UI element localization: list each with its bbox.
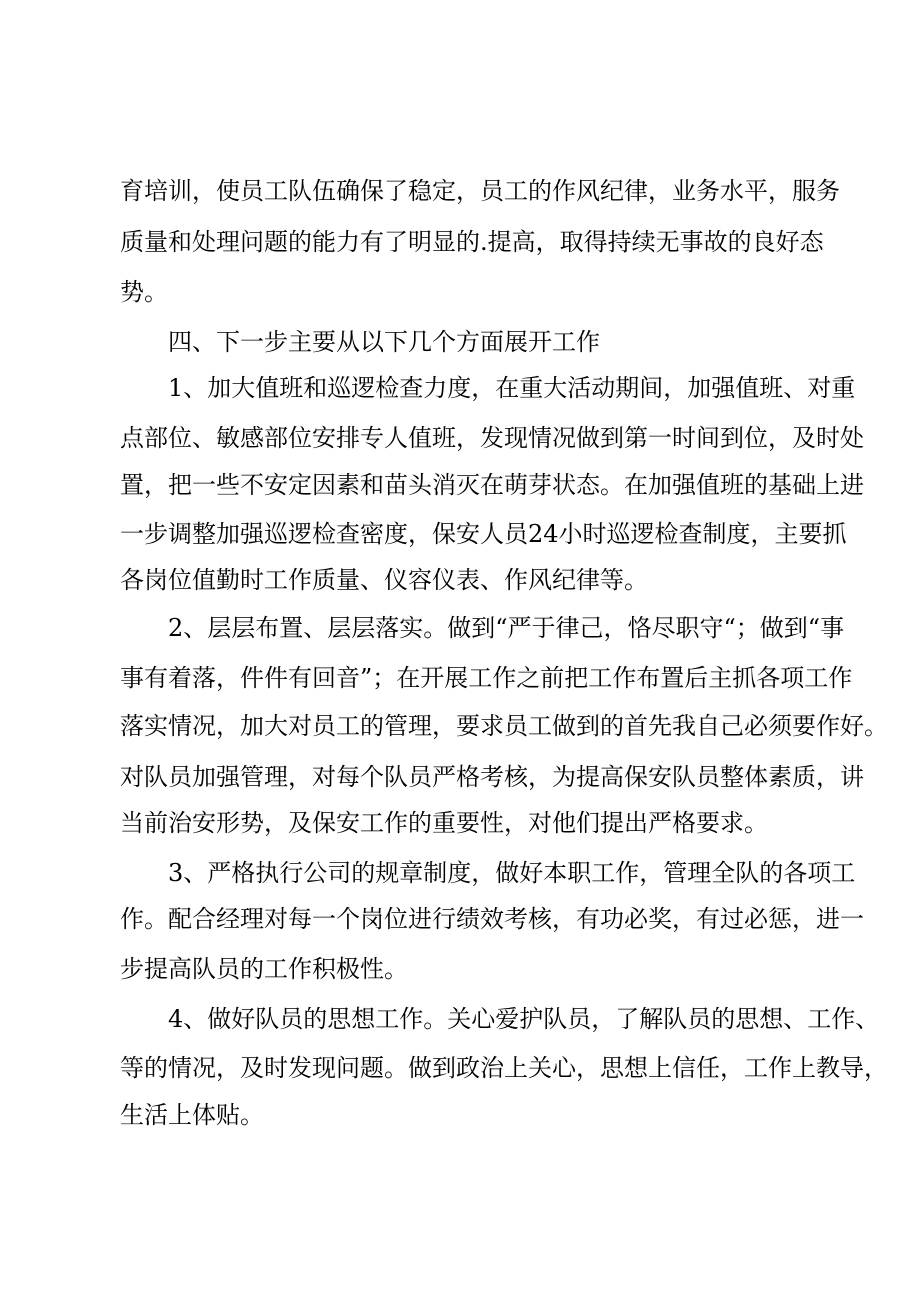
item-3-line-1: 3、严格执行公司的规章制度，做好本职工作，管理全队的各项工 bbox=[168, 859, 856, 887]
item-3-line-2: 作。配合经理对每一个岗位进行绩效考核，有功必奖，有过必惩，进一 bbox=[120, 905, 864, 933]
item-2-line-1: 2、层层布置、层层落实。做到“严于律己，恪尽职守“；做到“事 bbox=[168, 614, 845, 642]
body-line-2: 质量和处理问题的能力有了明显的.提高，取得持续无事故的良好态 bbox=[120, 228, 824, 256]
item-2-line-2: 事有着落，件件有回音”；在开展工作之前把工作布置后主抓各项工作 bbox=[120, 664, 853, 692]
item-4-line-2: 等的情况，及时发现问题。做到政治上关心，思想上信任，工作上教导， bbox=[120, 1054, 888, 1082]
item-2-line-3: 落实情况，加大对员工的管理，要求员工做到的首先我自己必须要作好。 bbox=[120, 712, 888, 740]
item-4-line-3: 生活上体贴。 bbox=[120, 1101, 264, 1129]
item-1-line-1: 1、加大值班和巡逻检查力度，在重大活动期间，加强值班、对重 bbox=[168, 374, 856, 402]
body-line-1: 育培训，使员工队伍确保了稳定，员工的作风纪律，业务水平，服务 bbox=[120, 177, 840, 205]
item-2-line-5: 当前治安形势，及保安工作的重要性，对他们提出严格要求。 bbox=[120, 809, 768, 837]
section-heading: 四、下一步主要从以下几个方面展开工作 bbox=[168, 328, 600, 356]
body-line-3: 势。 bbox=[120, 278, 168, 306]
item-1-line-3: 置，把一些不安定因素和苗头消灭在萌芽状态。在加强值班的基础上进 bbox=[120, 471, 864, 499]
item-2-line-4: 对队员加强管理，对每个队员严格考核，为提高保安队员整体素质，讲 bbox=[120, 763, 864, 791]
item-3-line-3: 步提高队员的工作积极性。 bbox=[120, 955, 408, 983]
item-1-line-5: 各岗位值勤时工作质量、仪容仪表、作风纪律等。 bbox=[120, 566, 648, 594]
item-1-line-4: 一步调整加强巡逻检查密度，保安人员24小时巡逻检查制度，主要抓 bbox=[120, 520, 847, 548]
item-1-line-2: 点部位、敏感部位安排专人值班，发现情况做到第一时间到位，及时处 bbox=[120, 424, 864, 452]
item-4-line-1: 4、做好队员的思想工作。关心爱护队员，了解队员的思想、工作、 bbox=[168, 1005, 880, 1033]
